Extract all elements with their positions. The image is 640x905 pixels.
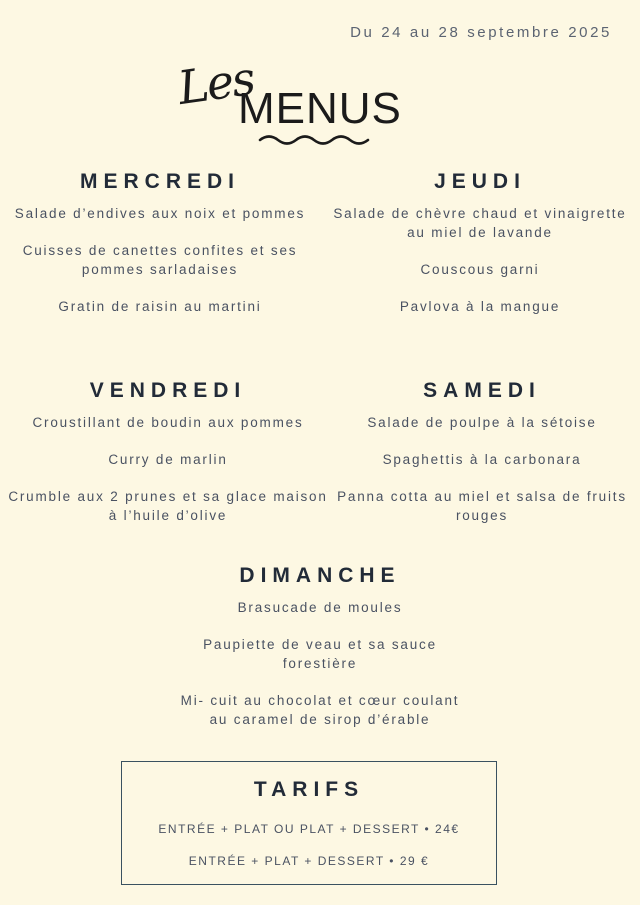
day-vendredi [8,379,328,543]
tarifs-box [121,761,497,885]
dish-item: Salade de chèvre chaud et vinaigrette au miel de lavande [333,206,627,240]
dish-item: Pavlova à la mangue [399,299,561,314]
date-range: Du 24 au 28 septembre 2025 [350,24,612,41]
dish-item: Cuisses de canettes confites et ses pommes sarladaises [22,243,298,277]
day-samedi [334,379,630,543]
tarif-line: ENTRÉE + PLAT OU PLAT + DESSERT • 24€ [158,822,460,836]
day-title: DIMANCHE [239,564,401,587]
dish-item: Mi- cuit au chocolat et cœur coulant au caramel de sirop d’érable [180,693,460,727]
day-title: SAMEDI [423,379,541,402]
dish-item: Couscous garni [420,262,540,277]
day-title: JEUDI [434,170,526,193]
dish-item: Spaghettis à la carbonara [382,452,582,467]
dish-item: Croustillant de boudin aux pommes [32,415,304,430]
logo-menus-title: MENUS [238,84,402,133]
menus-logo [172,50,412,150]
day-jeudi [330,170,630,334]
day-mercredi [10,170,310,334]
dish-item: Curry de marlin [108,452,228,467]
tarifs-title: TARIFS [253,778,365,801]
wave-underline-icon [258,132,374,146]
day-dimanche [180,564,460,747]
logo-les-script: Les [174,51,257,115]
dish-item: Gratin de raisin au martini [58,299,262,314]
dish-item: Panna cotta au miel et salsa de fruits rouges [337,489,627,523]
day-title: MERCREDI [79,170,240,193]
tarif-line: ENTRÉE + PLAT + DESSERT • 29 € [188,854,430,868]
dish-item: Salade d’endives aux noix et pommes [14,206,306,221]
day-title: VENDREDI [89,379,247,402]
dish-item: Paupiette de veau et sa sauce forestière [203,637,437,671]
dish-item: Crumble aux 2 prunes et sa glace maison à l’huile d’olive [8,489,328,523]
dish-item: Brasucade de moules [237,600,403,615]
dish-item: Salade de poulpe à la sétoise [367,415,597,430]
